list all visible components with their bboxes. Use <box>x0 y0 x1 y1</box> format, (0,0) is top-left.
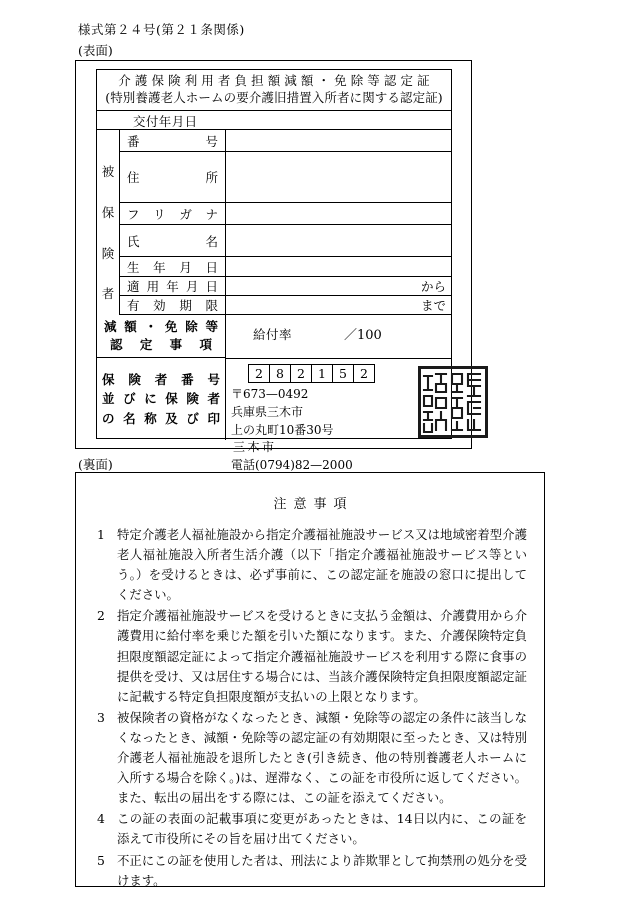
row-label-furigana <box>119 203 225 225</box>
insurer-phone: 電話(0794)82—2000 <box>231 458 353 472</box>
official-seal-icon <box>418 366 488 438</box>
row-label-address-char-2: 所 <box>205 170 218 185</box>
row-label-birthdate-char-1: 生 <box>127 259 140 275</box>
row-label-furigana-char-2: リ <box>153 206 166 222</box>
notices-title: 注意事項 <box>273 497 354 512</box>
insurer-number-digit-5[interactable]: 5 <box>332 364 354 383</box>
front-side-label: (表面) <box>78 43 113 58</box>
row-value-name[interactable] <box>225 225 451 257</box>
insurer-label1-char-3: 者 <box>154 371 168 387</box>
row-value-number[interactable] <box>225 130 451 152</box>
row-value-application-date[interactable]: から <box>225 277 451 296</box>
form-number: 様式第２４号(第２１条関係) <box>78 22 245 37</box>
insurer-number-digit-2[interactable]: 8 <box>269 364 291 383</box>
row-value-furigana[interactable] <box>225 203 451 225</box>
row-label-furigana-char-4: ナ <box>205 206 218 222</box>
row-label-expiry-char-1: 有 <box>127 298 140 313</box>
row-label-name-char-1: 氏 <box>127 233 140 249</box>
notice-number: 2 <box>97 608 105 624</box>
insurer-label1-char-2: 険 <box>128 371 141 387</box>
row-value-address[interactable] <box>225 152 451 203</box>
row-label-expiry-char-2: 効 <box>153 298 166 313</box>
certificate-title-box <box>96 69 452 111</box>
notice-item <box>95 708 527 808</box>
row-label-application-date-char-3: 年 <box>166 279 179 294</box>
insurer-number-boxes <box>248 364 374 383</box>
issue-date-row <box>96 111 452 129</box>
benefit-rate-cell[interactable] <box>225 315 452 359</box>
row-label-address-char-1: 住 <box>127 170 140 185</box>
insured-label-char-2: 保 <box>101 204 115 220</box>
insurer-number-digit-4[interactable]: 1 <box>311 364 333 383</box>
row-label-birthdate-char-2: 年 <box>153 259 166 275</box>
insured-label-char-3: 険 <box>101 245 115 261</box>
insurer-postal-code: 〒673—0492 <box>231 387 309 401</box>
insurer-label2-char-3: に <box>144 391 157 407</box>
insurer-label2-char-6: 者 <box>207 391 220 407</box>
insurer-label3-char-3: 称 <box>144 410 157 426</box>
reduction-label1-char-1: 減 <box>104 318 117 334</box>
notice-number: 1 <box>97 527 105 542</box>
insurer-label2-char-2: び <box>123 391 136 407</box>
row-label-furigana-char-1: フ <box>127 206 140 222</box>
notices-back-panel <box>75 472 545 887</box>
row-label-application-date-char-5: 日 <box>205 279 218 294</box>
insurer-number-digit-1[interactable]: 2 <box>248 364 270 383</box>
reduction-label1-char-3: ・ <box>144 318 158 334</box>
row-label-address <box>119 152 225 203</box>
row-label-number-char-1: 番 <box>127 133 140 149</box>
insurer-address-line2: 上の丸町10番30号 <box>231 422 334 437</box>
row-value-birthdate[interactable] <box>225 257 451 277</box>
notice-number: 3 <box>97 709 105 725</box>
reduction-label2-char-2: 定 <box>139 337 153 352</box>
row-label-birthdate <box>119 257 225 277</box>
insured-label-char-1: 被 <box>101 164 115 180</box>
row-label-name <box>119 225 225 257</box>
insurer-label1-char-4: 番 <box>181 371 194 387</box>
insurer-label3-char-4: 及 <box>165 410 178 426</box>
notice-item <box>95 525 527 605</box>
reduction-label1-char-6: 等 <box>205 318 218 334</box>
certificate-title-line2: (特別養護老人ホームの要介護旧措置入所者に関する認定証) <box>105 89 443 105</box>
benefit-rate-label: 給付率 <box>253 327 293 342</box>
notice-item <box>95 809 527 849</box>
reduction-label2-char-1: 認 <box>110 337 123 352</box>
insurer-address-block <box>231 386 353 475</box>
notice-number: 5 <box>97 852 105 868</box>
notice-item <box>95 851 527 891</box>
notice-number: 4 <box>97 811 105 827</box>
certificate-title-line1: 介護保険利用者負担額減額・免除等認定証 <box>118 73 434 88</box>
insurer-number-digit-6[interactable]: 2 <box>353 364 375 383</box>
insured-person-vertical-label <box>97 152 119 315</box>
notices-list <box>95 525 527 892</box>
issue-date-label: 交付年月日 <box>133 114 198 129</box>
row-label-expiry-char-4: 限 <box>205 298 218 313</box>
row-label-application-date <box>119 277 225 296</box>
insurer-label2-char-5: 険 <box>186 391 199 407</box>
insurer-label1-char-5: 号 <box>207 371 220 387</box>
back-side-label: (裏面) <box>78 457 113 472</box>
reduction-label2-char-4: 項 <box>199 337 212 352</box>
notice-text: 指定介護福祉施設サービスを受けるときに支払う金額は、介護費用から介護費用に給付率を乗じた額を引いた額になります。また、介護保険特定負担限度額認定証によって指定介護福祉施設サービスを利用する際に食事の提供を受け、又は居住する場合には、当該介護保険特定負担限度額認定証に記載する特定負担限度額が支払いの上限となります。 <box>117 608 527 704</box>
notice-text: 不正にこの証を使用した者は、刑法により詐欺罪として拘禁刑の処分を受けます。 <box>117 852 527 888</box>
row-label-birthdate-char-3: 月 <box>179 259 192 275</box>
insurer-label3-char-6: 印 <box>207 410 220 426</box>
notice-text: この証の表面の記載事項に変更があったときは、14日以内に、この証を添えて市役所にその旨を届け出てください。 <box>117 811 527 847</box>
reduction-label1-char-5: 除 <box>185 318 198 334</box>
insurer-section-label <box>97 358 225 440</box>
insurer-city-name: 三木市 <box>233 440 277 455</box>
insurer-label3-char-1: の <box>102 410 115 426</box>
notice-text: 被保険者の資格がなくなったとき、減額・免除等の認定の条件に該当しなくなったとき、減額・免除等の認定証の有効期限に至ったとき、又は特別介護老人福祉施設を退所したとき(引き続き、他の特別養護老人ホームに入所する場合を除く。)は、遅滞なく、この証を市役所に返してください。また、転出の届出をする際には、この証を添えてください。 <box>117 709 527 806</box>
insurer-label1-char-1: 保 <box>102 371 115 387</box>
reduction-label2-char-3: 事 <box>169 337 183 352</box>
row-label-furigana-char-3: ガ <box>179 206 192 222</box>
insurer-label3-char-5: び <box>186 410 199 426</box>
row-label-application-date-char-1: 適 <box>127 279 140 294</box>
insurer-address-line1: 兵庫県三木市 <box>231 404 304 419</box>
insurer-label2-char-1: 並 <box>102 391 115 407</box>
reduction-label1-char-4: 免 <box>164 318 178 334</box>
row-value-expiry[interactable]: まで <box>225 296 451 315</box>
row-label-application-date-char-4: 月 <box>185 279 199 294</box>
insurer-number-digit-3[interactable]: 2 <box>290 364 312 383</box>
insured-label-char-4: 者 <box>101 286 115 302</box>
benefit-rate-denominator: ／100 <box>344 328 382 343</box>
row-label-birthdate-char-4: 日 <box>205 259 218 275</box>
reduction-section-label <box>97 315 225 358</box>
row-label-expiry <box>119 296 225 315</box>
row-label-expiry-char-3: 期 <box>179 298 192 313</box>
row-label-number-char-2: 号 <box>205 133 218 149</box>
row-label-application-date-char-2: 用 <box>146 279 160 294</box>
certificate-main-grid <box>96 129 452 472</box>
insurer-details-cell <box>225 358 451 472</box>
insurer-label2-char-4: 保 <box>165 391 178 407</box>
row-label-name-char-2: 名 <box>205 233 218 249</box>
notice-text: 特定介護老人福祉施設から指定介護福祉施設サービス又は地域密着型介護老人福祉施設入所者生活介護（以下「指定介護福祉施設サービス等という。）を受けるときは、必ず事前に、この認定証を施設の窓口に提出してください。 <box>117 527 527 603</box>
row-label-number <box>119 130 225 152</box>
notice-item <box>95 606 527 706</box>
reduction-label1-char-2: 額 <box>124 318 137 334</box>
insurer-label3-char-2: 名 <box>123 410 136 426</box>
